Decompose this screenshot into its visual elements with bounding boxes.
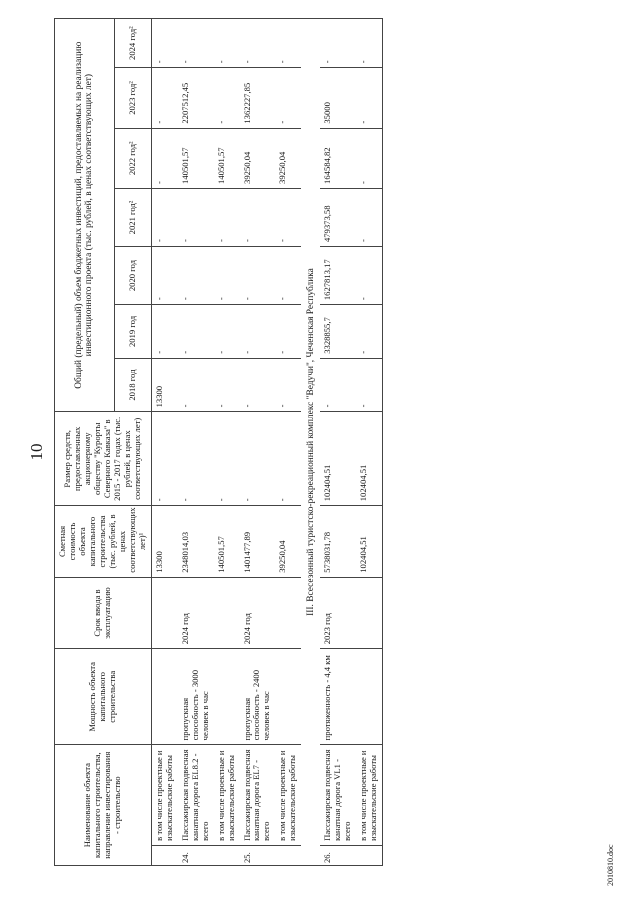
term-cell — [151, 577, 177, 649]
term-cell — [356, 577, 382, 649]
object-name: Пассажирская подвесная канатная дорога EL7 - всего — [240, 745, 276, 846]
header-budget-group: Общий (предельный) объем бюджетных инвестиций, предоставляемых на реализацию инвестиционного проекта (тыс. рублей, в ценах соответствующих лет) — [55, 19, 115, 412]
term-cell: 2024 год — [178, 577, 214, 649]
object-name: Пассажирская подвесная канатная дорога EL8.2 - всего — [178, 745, 214, 846]
year-2023-cell: 35000 — [320, 68, 356, 128]
section-title: III. Всесезонный туристско-рекреационный комплекс "Ведучи", Чеченская Республика — [301, 19, 320, 866]
year-2024-cell: - — [356, 19, 382, 68]
header-year: 2023 год² — [114, 68, 151, 128]
page-number: 10 — [27, 443, 46, 461]
capacity-cell — [275, 649, 301, 745]
year-2021-cell: - — [151, 188, 177, 246]
header-year: 2018 год — [114, 358, 151, 412]
header-year: 2022 год² — [114, 128, 151, 188]
object-name: в том числе проектные и изыскательские работы — [275, 745, 301, 846]
row-number — [356, 845, 382, 865]
year-2020-cell: - — [275, 247, 301, 305]
year-2022-cell: 39250,04 — [240, 128, 276, 188]
cost-cell: 2348014,03 — [178, 506, 214, 578]
row-number: 24. — [178, 845, 214, 865]
row-number: 25. — [240, 845, 276, 865]
year-2018-cell: - — [240, 358, 276, 412]
table-row — [178, 19, 214, 866]
capacity-cell — [214, 649, 240, 745]
table-row — [356, 19, 382, 866]
year-2019-cell: - — [356, 305, 382, 359]
header-name: Наименование объекта капитального строительства, направление инвестирования - строительство — [55, 745, 152, 866]
header-row-top — [55, 19, 115, 866]
year-2023-cell: - — [356, 68, 382, 128]
header-year: 2020 год — [114, 247, 151, 305]
year-2019-cell: 3328855,7 — [320, 305, 356, 359]
term-cell — [214, 577, 240, 649]
capacity-cell: пропускная способность - 3000 человек в час — [178, 649, 214, 745]
row-number: 26. — [320, 845, 356, 865]
table-row — [320, 19, 356, 866]
object-name: в том числе проектные и изыскательские работы — [151, 745, 177, 846]
file-name: 2010810.doc — [606, 844, 615, 886]
header-term: Срок ввода в эксплуатацию — [55, 577, 152, 649]
year-2018-cell: - — [275, 358, 301, 412]
document-page — [20, 18, 620, 886]
table-body — [151, 19, 382, 866]
table-row — [214, 19, 240, 866]
header-year: 2024 год² — [114, 19, 151, 68]
year-2021-cell: - — [178, 188, 214, 246]
cost-cell: 39250,04 — [275, 506, 301, 578]
term-cell: 2023 год — [320, 577, 356, 649]
object-name: в том числе проектные и изыскательские работы — [214, 745, 240, 846]
year-2020-cell: 1627813,17 — [320, 247, 356, 305]
year-2022-cell: 39250,04 — [275, 128, 301, 188]
row-number — [214, 845, 240, 865]
year-2019-cell: - — [178, 305, 214, 359]
year-2018-cell: 13300 — [151, 358, 177, 412]
year-2018-cell: - — [178, 358, 214, 412]
year-2021-cell: - — [240, 188, 276, 246]
funds-cell: - — [151, 412, 177, 506]
cost-cell: 1401477,89 — [240, 506, 276, 578]
table-row — [275, 19, 301, 866]
year-2019-cell: - — [151, 305, 177, 359]
year-2022-cell: - — [356, 128, 382, 188]
year-2020-cell: - — [151, 247, 177, 305]
section-row — [301, 19, 320, 866]
year-2018-cell: - — [356, 358, 382, 412]
year-2019-cell: - — [214, 305, 240, 359]
capacity-cell: пропускная способность - 2400 человек в час — [240, 649, 276, 745]
header-cost: Сметная стоимость объекта капитального строительства (тыс. рублей, в ценах соответствующих лет)¹ — [55, 506, 152, 578]
investment-table — [54, 18, 383, 866]
year-2024-cell: - — [275, 19, 301, 68]
row-number — [275, 845, 301, 865]
year-2022-cell: - — [151, 128, 177, 188]
cost-cell: 13300 — [151, 506, 177, 578]
year-2020-cell: - — [240, 247, 276, 305]
year-2024-cell: - — [151, 19, 177, 68]
header-capacity: Мощность объекта капитального строительства — [55, 649, 152, 745]
year-2021-cell: - — [214, 188, 240, 246]
header-funds: Размер средств, предоставленных акционерному обществу "Курорты Северного Кавказа" в 2015 - 2017 годах (тыс. рублей, в ценах соответствующих лет) — [55, 412, 152, 506]
year-2023-cell: 2207512,45 — [178, 68, 214, 128]
year-2018-cell: - — [320, 358, 356, 412]
year-2019-cell: - — [240, 305, 276, 359]
year-2018-cell: - — [214, 358, 240, 412]
capacity-cell — [356, 649, 382, 745]
year-2023-cell: - — [151, 68, 177, 128]
funds-cell: - — [214, 412, 240, 506]
cost-cell: 102404,51 — [356, 506, 382, 578]
year-2024-cell: - — [214, 19, 240, 68]
year-2021-cell: - — [356, 188, 382, 246]
term-cell — [275, 577, 301, 649]
year-2023-cell: - — [214, 68, 240, 128]
capacity-cell: протяженность - 4,4 км — [320, 649, 356, 745]
funds-cell: 102404,51 — [320, 412, 356, 506]
funds-cell: 102404,51 — [356, 412, 382, 506]
object-name: в том числе проектные и изыскательские работы — [356, 745, 382, 846]
year-2024-cell: - — [320, 19, 356, 68]
funds-cell: - — [275, 412, 301, 506]
year-2023-cell: - — [275, 68, 301, 128]
year-2022-cell: 140501,57 — [178, 128, 214, 188]
table-row — [240, 19, 276, 866]
cost-cell: 140501,57 — [214, 506, 240, 578]
year-2019-cell: - — [275, 305, 301, 359]
year-2023-cell: 1362227,85 — [240, 68, 276, 128]
funds-cell: - — [240, 412, 276, 506]
year-2020-cell: - — [356, 247, 382, 305]
capacity-cell — [151, 649, 177, 745]
cost-cell: 5738031,78 — [320, 506, 356, 578]
row-number — [151, 845, 177, 865]
year-2022-cell: 140501,57 — [214, 128, 240, 188]
funds-cell: - — [178, 412, 214, 506]
year-2021-cell: - — [275, 188, 301, 246]
year-2021-cell: 479373,58 — [320, 188, 356, 246]
header-year: 2021 год² — [114, 188, 151, 246]
year-2020-cell: - — [214, 247, 240, 305]
term-cell: 2024 год — [240, 577, 276, 649]
year-2022-cell: 164584,82 — [320, 128, 356, 188]
year-2020-cell: - — [178, 247, 214, 305]
year-2024-cell: - — [240, 19, 276, 68]
header-year: 2019 год — [114, 305, 151, 359]
year-2024-cell: - — [178, 19, 214, 68]
table-row — [151, 19, 177, 866]
object-name: Пассажирская подвесная канатная дорога VL1 - всего — [320, 745, 356, 846]
